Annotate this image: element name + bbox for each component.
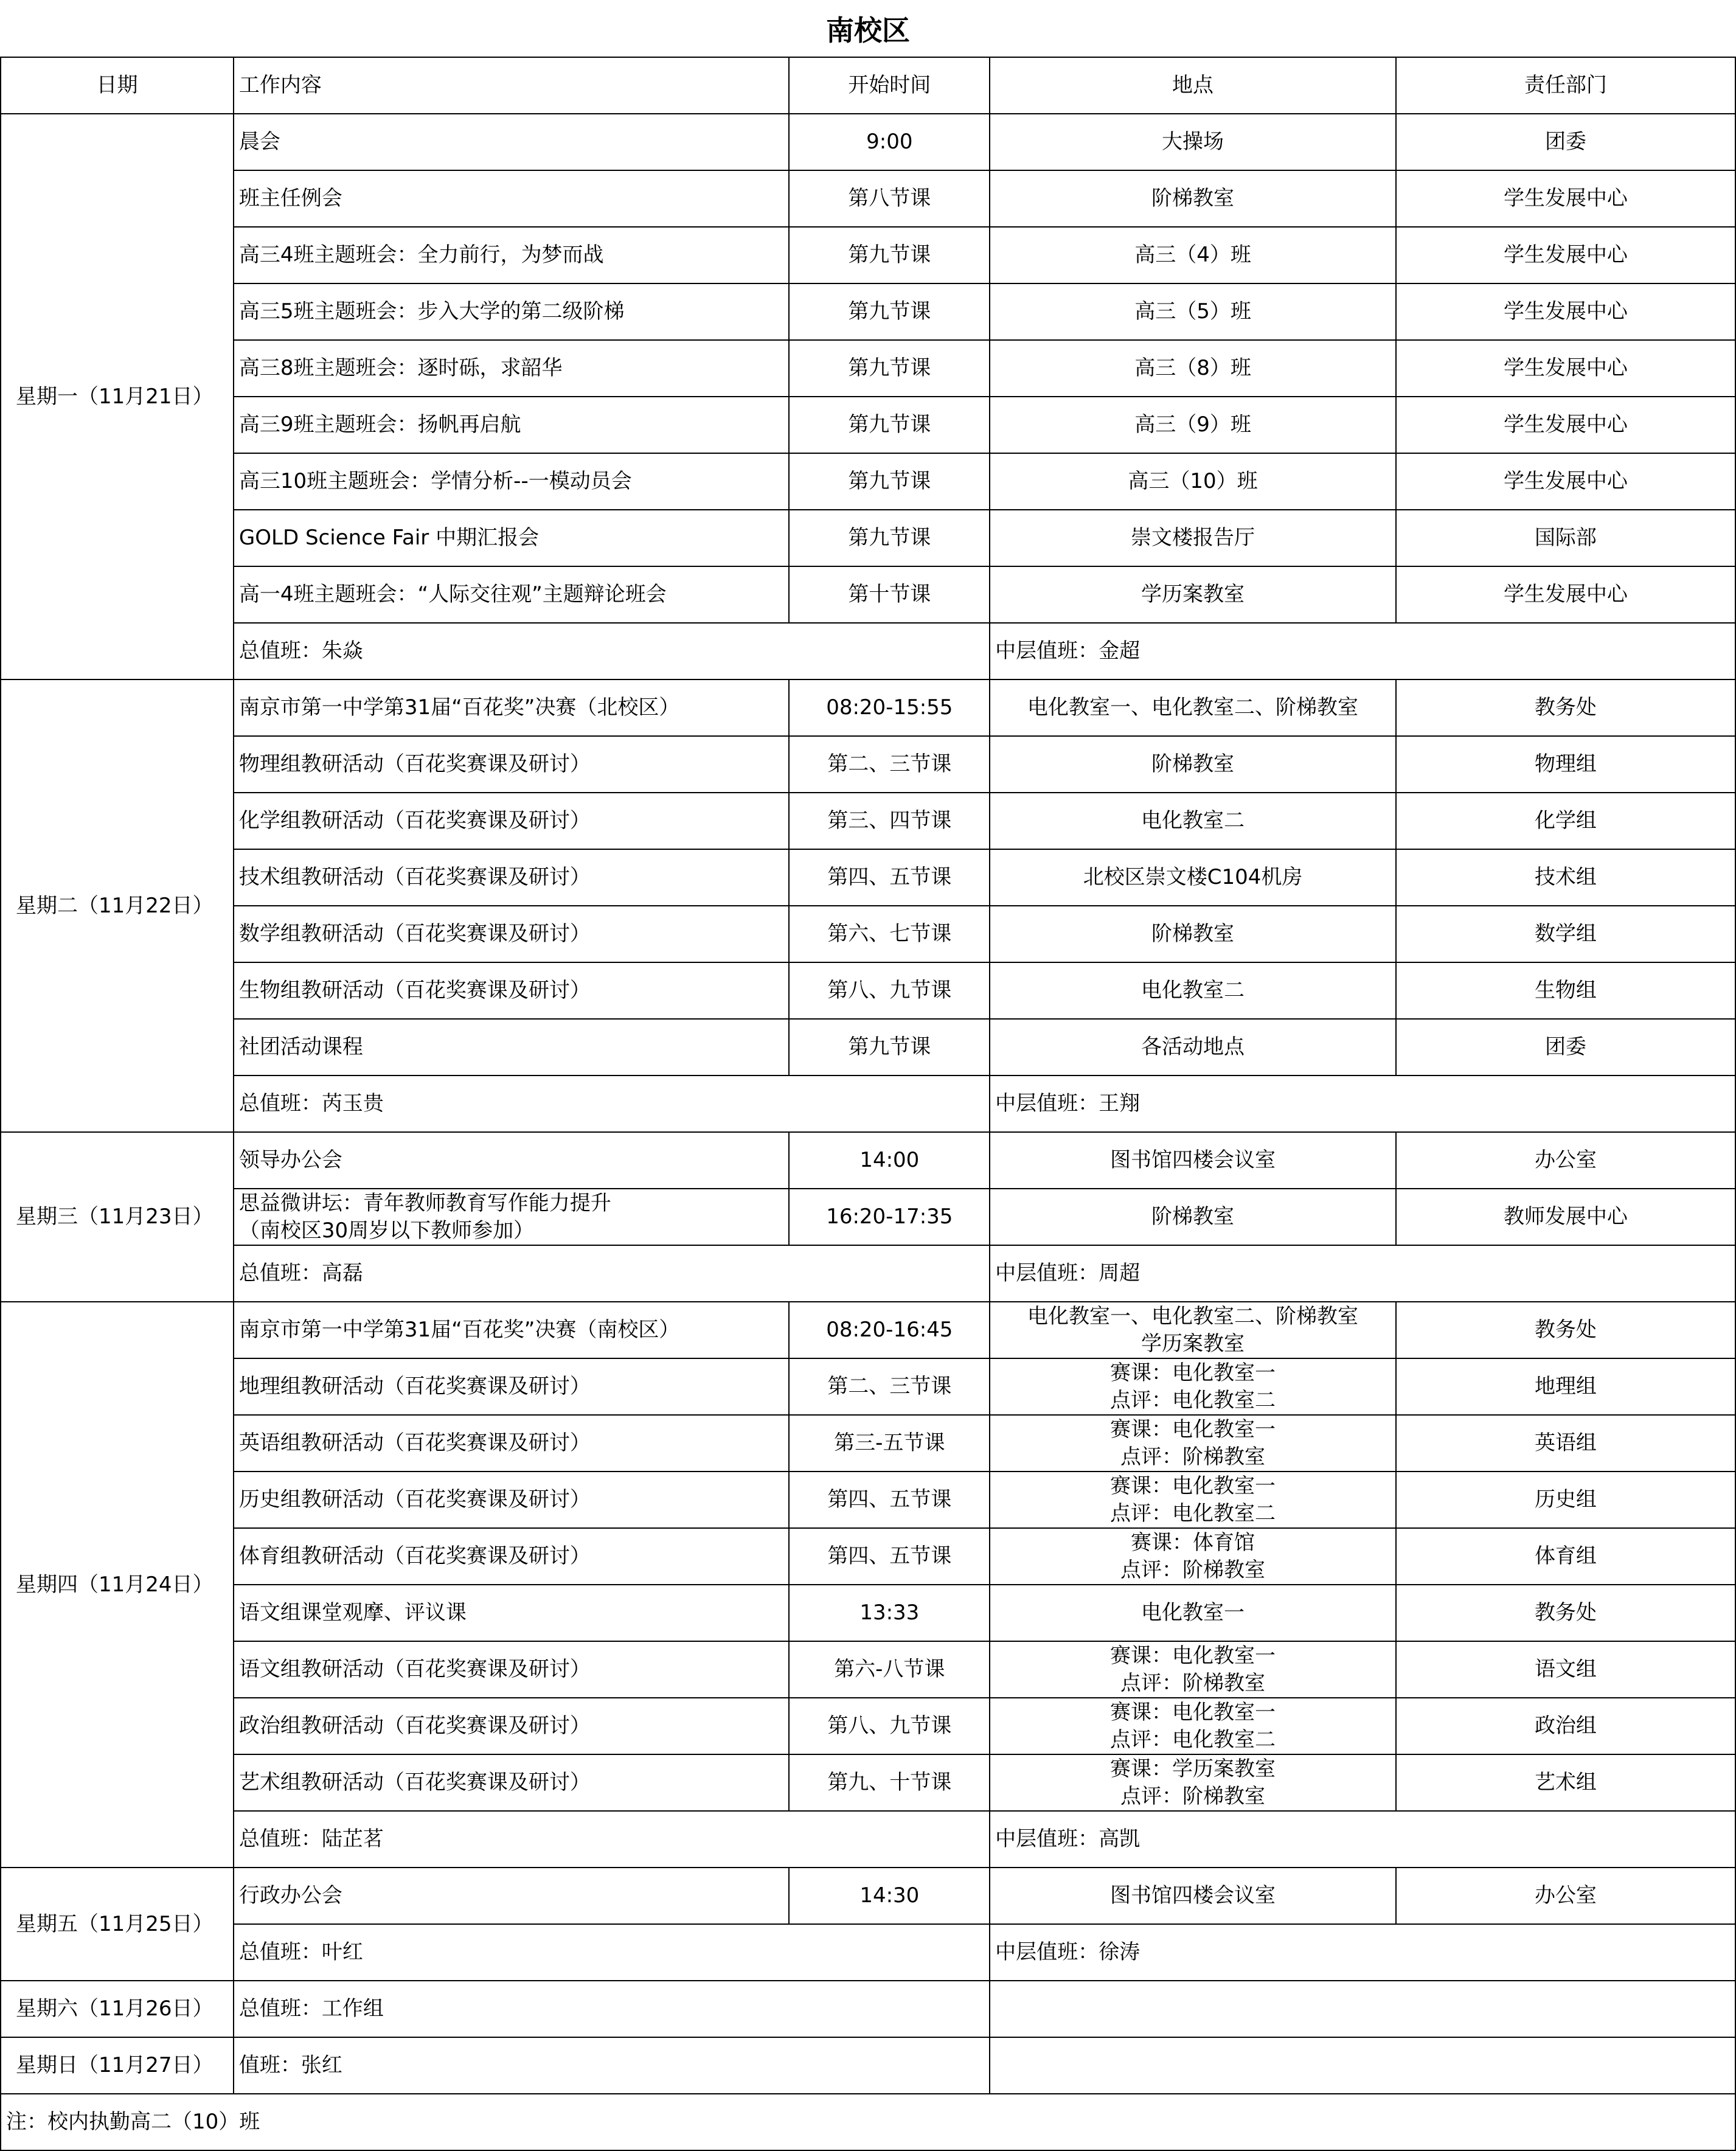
table-row xyxy=(1,1358,1735,1415)
dept-cell: 物理组 xyxy=(1396,736,1735,793)
place-cell-line1: 赛课：体育馆 xyxy=(1131,1530,1255,1555)
table-row xyxy=(1,1189,1735,1245)
place-cell-line2: 点评：阶梯教室 xyxy=(1120,1557,1266,1582)
table-row xyxy=(1,679,1735,736)
place-cell xyxy=(990,1415,1396,1472)
place-cell-line1: 赛课：电化教室一 xyxy=(1110,1700,1276,1725)
dept-cell: 团委 xyxy=(1396,1019,1735,1076)
dept-cell: 地理组 xyxy=(1396,1358,1735,1415)
place-cell: 电化教室二 xyxy=(990,793,1396,849)
header-row xyxy=(1,57,1735,114)
header-date: 日期 xyxy=(1,57,234,114)
place-cell xyxy=(990,1528,1396,1585)
content-cell: 高三9班主题班会：扬帆再启航 xyxy=(234,397,790,453)
time-cell: 第九节课 xyxy=(789,283,990,340)
time-cell: 08:20-15:55 xyxy=(789,679,990,736)
time-cell: 9:00 xyxy=(789,114,990,170)
content-cell: 班主任例会 xyxy=(234,170,790,227)
table-row xyxy=(1,1302,1735,1358)
table-row xyxy=(1,1868,1735,1924)
place-cell-line2: 点评：阶梯教室 xyxy=(1120,1670,1266,1695)
duty-row xyxy=(1,1811,1735,1868)
mid-duty-cell: 中层值班：徐涛 xyxy=(990,1924,1735,1981)
content-cell: 化学组教研活动（百花奖赛课及研讨） xyxy=(234,793,790,849)
place-cell: 高三（8）班 xyxy=(990,340,1396,397)
time-cell: 第九节课 xyxy=(789,510,990,566)
time-cell: 13:33 xyxy=(789,1585,990,1641)
place-cell: 北校区崇文楼C104机房 xyxy=(990,849,1396,906)
duty-cell: 总值班：陆芷茗 xyxy=(234,1811,990,1868)
place-cell-line1: 赛课：电化教室一 xyxy=(1110,1643,1276,1668)
place-cell: 阶梯教室 xyxy=(990,1189,1396,1245)
date-cell: 星期三（11月23日） xyxy=(1,1132,234,1302)
table-row xyxy=(1,1132,1735,1189)
date-cell: 星期四（11月24日） xyxy=(1,1302,234,1868)
table-row xyxy=(1,962,1735,1019)
note-cell: 注：校内执勤高二（10）班 xyxy=(1,2094,1735,2150)
place-cell xyxy=(990,1358,1396,1415)
table-row xyxy=(1,453,1735,510)
content-cell: 历史组教研活动（百花奖赛课及研讨） xyxy=(234,1472,790,1528)
content-cell: 体育组教研活动（百花奖赛课及研讨） xyxy=(234,1528,790,1585)
table-row xyxy=(1,1585,1735,1641)
place-cell-line1: 电化教室一、电化教室二、阶梯教室 xyxy=(1027,1304,1359,1329)
place-cell-line1: 赛课：电化教室一 xyxy=(1110,1473,1276,1498)
dept-cell: 艺术组 xyxy=(1396,1754,1735,1811)
table-row xyxy=(1,793,1735,849)
time-cell: 第六、七节课 xyxy=(789,906,990,962)
time-cell: 第九、十节课 xyxy=(789,1754,990,1811)
table-row xyxy=(1,510,1735,566)
content-cell: GOLD Science Fair 中期汇报会 xyxy=(234,510,790,566)
place-cell-line1: 赛课：电化教室一 xyxy=(1110,1417,1276,1442)
dept-cell: 数学组 xyxy=(1396,906,1735,962)
content-cell: 语文组教研活动（百花奖赛课及研讨） xyxy=(234,1641,790,1698)
content-cell: 数学组教研活动（百花奖赛课及研讨） xyxy=(234,906,790,962)
content-cell xyxy=(234,1189,790,1245)
content-cell: 行政办公会 xyxy=(234,1868,790,1924)
place-cell-line2: 点评：电化教室二 xyxy=(1110,1501,1276,1526)
time-cell: 第三、四节课 xyxy=(789,793,990,849)
table-row xyxy=(1,340,1735,397)
time-cell: 第四、五节课 xyxy=(789,1472,990,1528)
place-cell xyxy=(990,1472,1396,1528)
duty-cell: 总值班：叶红 xyxy=(234,1924,990,1981)
dept-cell: 学生发展中心 xyxy=(1396,170,1735,227)
content-cell: 高三4班主题班会：全力前行，为梦而战 xyxy=(234,227,790,283)
mid-duty-cell: 中层值班：周超 xyxy=(990,1245,1735,1302)
content-cell: 技术组教研活动（百花奖赛课及研讨） xyxy=(234,849,790,906)
time-cell: 第九节课 xyxy=(789,397,990,453)
dept-cell: 学生发展中心 xyxy=(1396,227,1735,283)
dept-cell: 办公室 xyxy=(1396,1132,1735,1189)
mid-duty-cell xyxy=(990,2037,1735,2094)
note-row xyxy=(1,2094,1735,2150)
dept-cell: 学生发展中心 xyxy=(1396,453,1735,510)
date-cell: 星期日（11月27日） xyxy=(1,2037,234,2094)
mid-duty-cell: 中层值班：金超 xyxy=(990,623,1735,679)
time-cell: 第六-八节课 xyxy=(789,1641,990,1698)
table-row xyxy=(1,1698,1735,1754)
table-row xyxy=(1,1472,1735,1528)
place-cell: 阶梯教室 xyxy=(990,170,1396,227)
content-cell: 英语组教研活动（百花奖赛课及研讨） xyxy=(234,1415,790,1472)
place-cell-line2: 点评：阶梯教室 xyxy=(1120,1444,1266,1469)
time-cell: 第四、五节课 xyxy=(789,1528,990,1585)
dept-cell: 学生发展中心 xyxy=(1396,283,1735,340)
mid-duty-cell: 中层值班：高凯 xyxy=(990,1811,1735,1868)
table-row xyxy=(1,1019,1735,1076)
dept-cell: 教师发展中心 xyxy=(1396,1189,1735,1245)
time-cell: 第八、九节课 xyxy=(789,1698,990,1754)
dept-cell: 教务处 xyxy=(1396,1302,1735,1358)
place-cell-line1: 赛课：学历案教室 xyxy=(1110,1756,1276,1781)
header-content: 工作内容 xyxy=(234,57,790,114)
time-cell: 08:20-16:45 xyxy=(789,1302,990,1358)
content-cell: 地理组教研活动（百花奖赛课及研讨） xyxy=(234,1358,790,1415)
duty-row xyxy=(1,1076,1735,1132)
place-cell: 各活动地点 xyxy=(990,1019,1396,1076)
dept-cell: 政治组 xyxy=(1396,1698,1735,1754)
place-cell-line2: 学历案教室 xyxy=(1141,1331,1245,1356)
date-cell: 星期五（11月25日） xyxy=(1,1868,234,1981)
content-cell: 高三10班主题班会：学情分析--一模动员会 xyxy=(234,453,790,510)
place-cell: 崇文楼报告厅 xyxy=(990,510,1396,566)
place-cell xyxy=(990,1754,1396,1811)
date-cell: 星期二（11月22日） xyxy=(1,679,234,1132)
time-cell: 第九节课 xyxy=(789,227,990,283)
time-cell: 14:00 xyxy=(789,1132,990,1189)
table-row xyxy=(1,566,1735,623)
table-row xyxy=(1,114,1735,170)
place-cell: 电化教室一、电化教室二、阶梯教室 xyxy=(990,679,1396,736)
place-cell: 图书馆四楼会议室 xyxy=(990,1868,1396,1924)
content-cell: 社团活动课程 xyxy=(234,1019,790,1076)
place-cell xyxy=(990,1698,1396,1754)
content-cell: 领导办公会 xyxy=(234,1132,790,1189)
time-cell: 第八节课 xyxy=(789,170,990,227)
duty-row xyxy=(1,2037,1735,2094)
time-cell: 第二、三节课 xyxy=(789,736,990,793)
date-cell: 星期六（11月26日） xyxy=(1,1981,234,2037)
place-cell: 高三（10）班 xyxy=(990,453,1396,510)
place-cell: 电化教室一 xyxy=(990,1585,1396,1641)
dept-cell: 英语组 xyxy=(1396,1415,1735,1472)
place-cell-line2: 点评：电化教室二 xyxy=(1110,1388,1276,1413)
duty-row xyxy=(1,623,1735,679)
dept-cell: 学生发展中心 xyxy=(1396,340,1735,397)
place-cell: 学历案教室 xyxy=(990,566,1396,623)
content-cell: 南京市第一中学第31届“百花奖”决赛（北校区） xyxy=(234,679,790,736)
table-row xyxy=(1,849,1735,906)
content-cell: 高三8班主题班会：逐时砾，求韶华 xyxy=(234,340,790,397)
place-cell: 高三（5）班 xyxy=(990,283,1396,340)
place-cell: 高三（9）班 xyxy=(990,397,1396,453)
place-cell: 图书馆四楼会议室 xyxy=(990,1132,1396,1189)
place-cell: 电化教室二 xyxy=(990,962,1396,1019)
place-cell: 高三（4）班 xyxy=(990,227,1396,283)
table-row xyxy=(1,397,1735,453)
time-cell: 第四、五节课 xyxy=(789,849,990,906)
content-cell: 南京市第一中学第31届“百花奖”决赛（南校区） xyxy=(234,1302,790,1358)
duty-cell: 总值班：芮玉贵 xyxy=(234,1076,990,1132)
duty-cell: 总值班：工作组 xyxy=(234,1981,990,2037)
dept-cell: 学生发展中心 xyxy=(1396,397,1735,453)
time-cell: 第十节课 xyxy=(789,566,990,623)
dept-cell: 生物组 xyxy=(1396,962,1735,1019)
content-cell: 晨会 xyxy=(234,114,790,170)
duty-cell: 总值班：朱焱 xyxy=(234,623,990,679)
content-cell: 高三5班主题班会：步入大学的第二级阶梯 xyxy=(234,283,790,340)
duty-cell: 总值班：高磊 xyxy=(234,1245,990,1302)
time-cell: 16:20-17:35 xyxy=(789,1189,990,1245)
content-cell: 语文组课堂观摩、评议课 xyxy=(234,1585,790,1641)
place-cell: 阶梯教室 xyxy=(990,736,1396,793)
content-cell: 高一4班主题班会：“人际交往观”主题辩论班会 xyxy=(234,566,790,623)
content-cell: 生物组教研活动（百花奖赛课及研讨） xyxy=(234,962,790,1019)
dept-cell: 技术组 xyxy=(1396,849,1735,906)
time-cell: 第二、三节课 xyxy=(789,1358,990,1415)
place-cell-line2: 点评：阶梯教室 xyxy=(1120,1784,1266,1809)
dept-cell: 体育组 xyxy=(1396,1528,1735,1585)
table-row xyxy=(1,1415,1735,1472)
dept-cell: 团委 xyxy=(1396,114,1735,170)
place-cell-line2: 点评：电化教室二 xyxy=(1110,1727,1276,1752)
duty-row xyxy=(1,1924,1735,1981)
table-row xyxy=(1,1754,1735,1811)
dept-cell: 语文组 xyxy=(1396,1641,1735,1698)
place-cell: 阶梯教室 xyxy=(990,906,1396,962)
table-row xyxy=(1,1641,1735,1698)
table-row xyxy=(1,283,1735,340)
dept-cell: 办公室 xyxy=(1396,1868,1735,1924)
mid-duty-cell xyxy=(990,1981,1735,2037)
dept-cell: 历史组 xyxy=(1396,1472,1735,1528)
place-cell-line1: 赛课：电化教室一 xyxy=(1110,1360,1276,1385)
time-cell: 第九节课 xyxy=(789,1019,990,1076)
table-row xyxy=(1,906,1735,962)
header-time: 开始时间 xyxy=(789,57,990,114)
duty-row xyxy=(1,1981,1735,2037)
place-cell: 大操场 xyxy=(990,114,1396,170)
header-dept: 责任部门 xyxy=(1396,57,1735,114)
content-cell: 物理组教研活动（百花奖赛课及研讨） xyxy=(234,736,790,793)
place-cell xyxy=(990,1641,1396,1698)
time-cell: 第三-五节课 xyxy=(789,1415,990,1472)
table-row xyxy=(1,736,1735,793)
time-cell: 第八、九节课 xyxy=(789,962,990,1019)
table-row xyxy=(1,170,1735,227)
duty-row xyxy=(1,1245,1735,1302)
place-cell xyxy=(990,1302,1396,1358)
header-place: 地点 xyxy=(990,57,1396,114)
time-cell: 第九节课 xyxy=(789,453,990,510)
dept-cell: 国际部 xyxy=(1396,510,1735,566)
date-cell: 星期一（11月21日） xyxy=(1,114,234,679)
page-title: 南校区 xyxy=(826,13,910,47)
table-row xyxy=(1,1528,1735,1585)
time-cell: 14:30 xyxy=(789,1868,990,1924)
dept-cell: 学生发展中心 xyxy=(1396,566,1735,623)
dept-cell: 教务处 xyxy=(1396,1585,1735,1641)
table-row xyxy=(1,227,1735,283)
dept-cell: 教务处 xyxy=(1396,679,1735,736)
schedule-table xyxy=(0,57,1736,2151)
content-cell: 艺术组教研活动（百花奖赛课及研讨） xyxy=(234,1754,790,1811)
content-cell: 政治组教研活动（百花奖赛课及研讨） xyxy=(234,1698,790,1754)
mid-duty-cell: 中层值班：王翔 xyxy=(990,1076,1735,1132)
duty-cell: 值班：张红 xyxy=(234,2037,990,2094)
dept-cell: 化学组 xyxy=(1396,793,1735,849)
time-cell: 第九节课 xyxy=(789,340,990,397)
content-cell-line1: 思益微讲坛：青年教师教育写作能力提升 xyxy=(238,1190,611,1215)
content-cell-line2: （南校区30周岁以下教师参加） xyxy=(238,1218,535,1243)
